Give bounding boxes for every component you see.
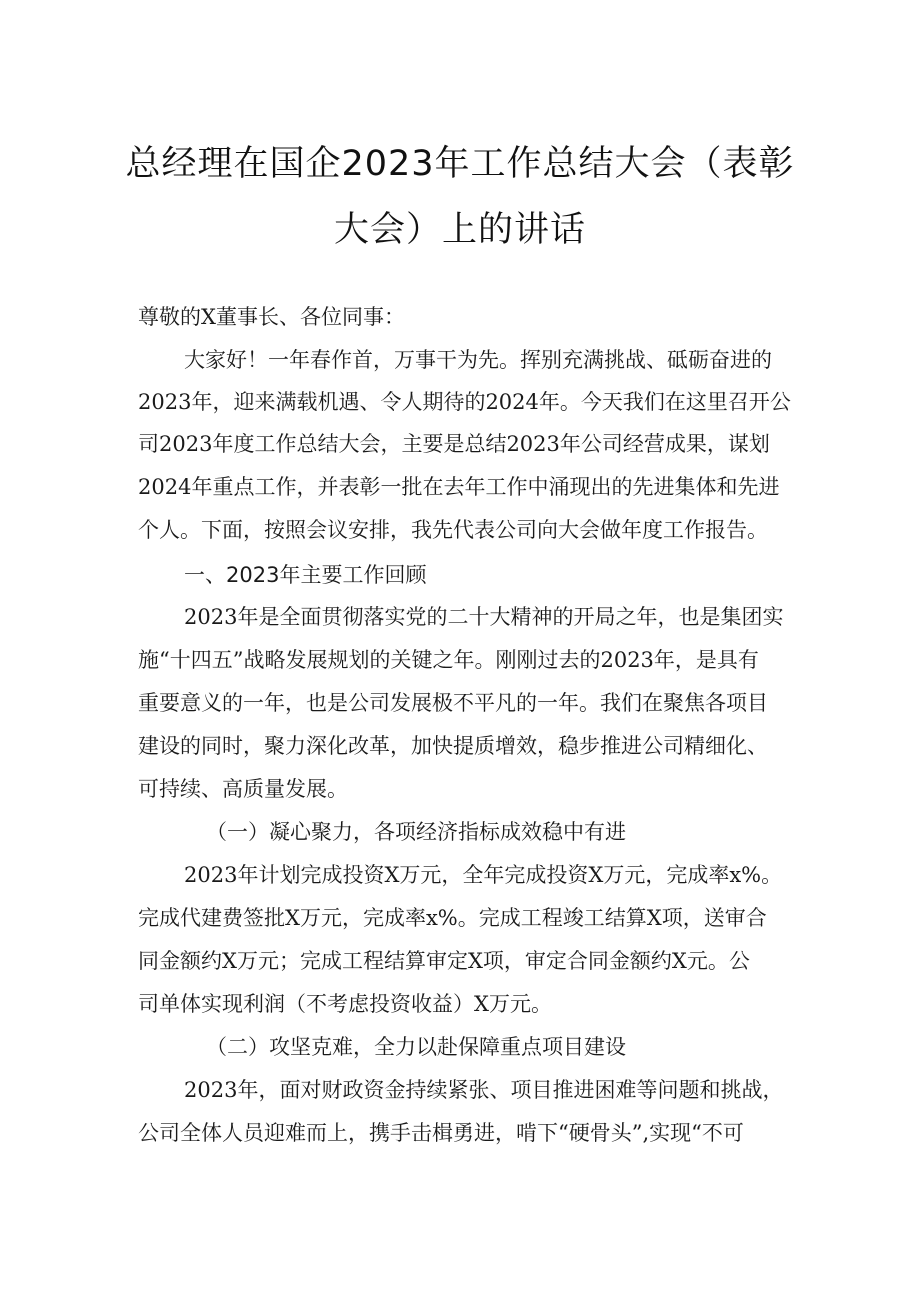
paragraph-2-line: 施“十四五”战略发展规划的关键之年。刚刚过去的2023年，是具有: [138, 648, 759, 672]
document-title-line-2: 大会）上的讲话: [333, 210, 586, 250]
paragraph-2-line: 建设的同时，聚力深化改革，加快提质增效，稳步推进公司精细化、: [138, 734, 768, 758]
paragraph-3-line: 司单体实现利润（不考虑投资收益）X万元。: [138, 992, 552, 1016]
paragraph-3-line: 同金额约X万元；完成工程结算审定X项，审定合同金额约X元。公: [138, 949, 750, 973]
paragraph-1-line: 个人。下面，按照会议安排，我先代表公司向大会做年度工作报告。: [138, 518, 768, 542]
paragraph-1-line: 司2023年度工作总结大会，主要是总结2023年公司经营成果，谋划: [138, 432, 770, 456]
paragraph-4-line: 公司全体人员迎难而上，携手击楫勇进，啃下“硬骨头”,实现“不可: [138, 1121, 744, 1145]
document-title-line-1: 总经理在国企2023年工作总结大会（表彰: [125, 144, 795, 184]
paragraph-3-line: 2023年计划完成投资X万元，全年完成投资X万元，完成率x%。: [184, 863, 783, 887]
section-heading-1: 一、2023年主要工作回顾: [184, 563, 427, 587]
paragraph-2-line: 重要意义的一年，也是公司发展极不平凡的一年。我们在聚焦各项目: [138, 691, 768, 715]
paragraph-4-line: 2023年，面对财政资金持续紧张、项目推进困难等问题和挑战，: [184, 1078, 784, 1102]
subheading-1: （一）凝心聚力，各项经济指标成效稳中有进: [206, 820, 626, 844]
paragraph-2-line: 可持续、高质量发展。: [138, 777, 348, 801]
subheading-2: （二）攻坚克难，全力以赴保障重点项目建设: [206, 1035, 626, 1059]
salutation: 尊敬的X董事长、各位同事：: [138, 305, 405, 329]
paragraph-3-line: 完成代建费签批X万元，完成率x%。完成工程竣工结算X项，送审合: [138, 906, 767, 930]
paragraph-2-line: 2023年是全面贯彻落实党的二十大精神的开局之年，也是集团实: [184, 605, 784, 629]
paragraph-1-line: 2024年重点工作，并表彰一批在去年工作中涌现出的先进集体和先进: [138, 475, 780, 499]
paragraph-1-line: 大家好！一年春作首，万事干为先。挥别充满挑战、砥砺奋进的: [184, 348, 772, 372]
paragraph-1-line: 2023年，迎来满载机遇、令人期待的2024年。今天我们在这里召开公: [138, 390, 791, 414]
